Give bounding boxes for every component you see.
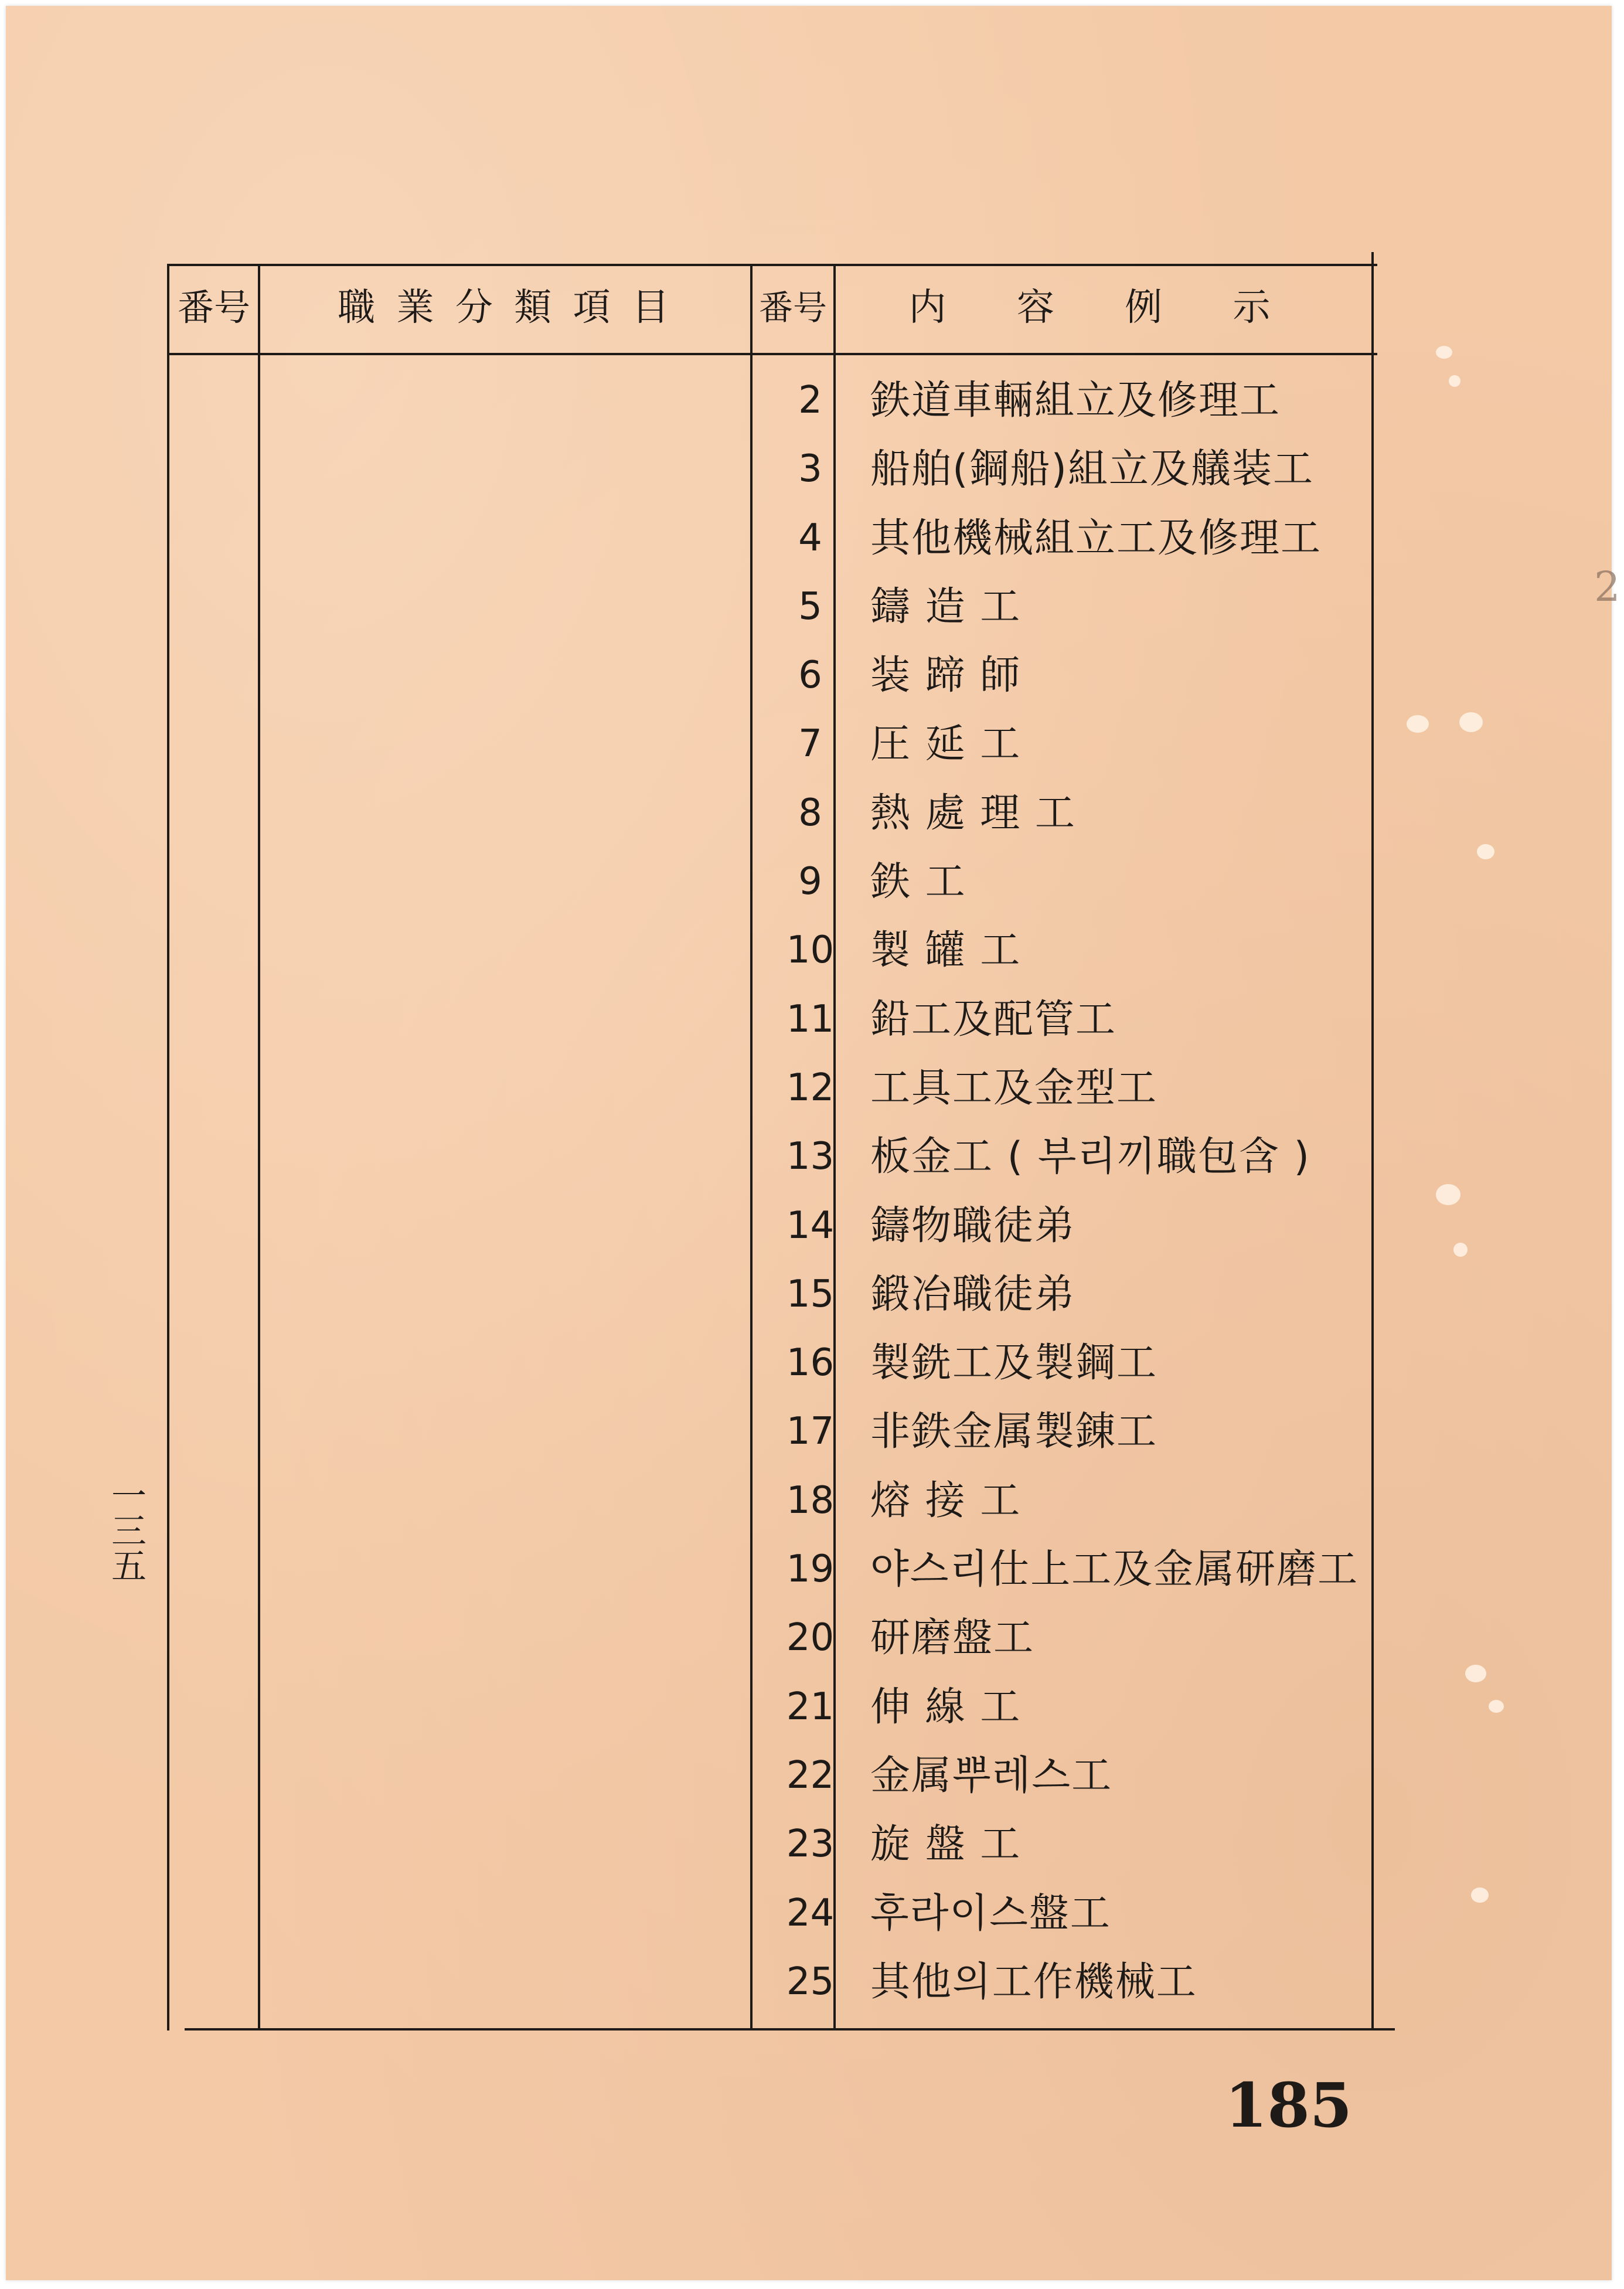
table-row [768,779,1383,848]
table-row [768,1673,1383,1742]
table-row [768,1742,1383,1810]
row-number: 12 [786,1066,835,1110]
table-row [768,435,1383,504]
row-number: 10 [786,928,835,972]
table-row [768,1467,1383,1535]
row-number: 23 [786,1822,835,1866]
row-number: 19 [786,1547,835,1591]
row-number: 20 [786,1616,835,1660]
row-occupation: 鑄 造 工 [870,583,1022,630]
table-row [768,710,1383,778]
row-number: 17 [786,1410,835,1454]
row-number: 4 [798,516,822,560]
column-divider-2 [750,264,753,2030]
paper-spot [1407,715,1429,733]
table-left-border [167,264,169,2030]
row-number: 25 [786,1960,835,2004]
row-occupation: 鉄 工 [870,859,966,906]
paper-spot [1453,1243,1468,1257]
table-row [768,1879,1383,1948]
table-row [768,1604,1383,1672]
row-number: 15 [786,1272,835,1316]
header-number-right: 番号 [758,288,827,328]
table-row [768,1054,1383,1123]
paper-spot [1459,712,1483,732]
table-row [768,504,1383,573]
paper-spot [1489,1700,1504,1713]
row-occupation: 旋 盤 工 [870,1821,1022,1868]
paper-spot [1436,346,1452,359]
header-divider [167,353,1377,355]
table-row [768,1329,1383,1397]
header-examples: 内 容 例 示 [908,286,1300,329]
row-occupation: 其他의工作機械工 [870,1958,1197,2005]
table-row [768,848,1383,916]
table-row [768,1810,1383,1879]
row-occupation: 金属뿌레스工 [870,1752,1113,1799]
row-number: 24 [786,1891,835,1935]
row-occupation: 鉄道車輛組立及修理工 [870,377,1281,424]
table-row [768,1535,1383,1604]
row-occupation: 熱 處 理 工 [870,790,1076,836]
row-occupation: 工具工及金型工 [870,1064,1158,1111]
row-occupation: 非鉄金属製錬工 [870,1409,1158,1455]
table-row [768,641,1383,710]
paper-spot [1449,375,1460,387]
table-row [768,916,1383,985]
row-occupation: 製 罐 工 [870,927,1022,974]
row-number: 3 [798,447,822,491]
table-row [768,1123,1383,1191]
row-number: 5 [798,584,822,628]
row-occupation: 鍛冶職徒弟 [870,1271,1076,1318]
row-number: 8 [798,791,822,835]
table-row [768,1397,1383,1466]
paper-spot [1436,1184,1460,1205]
table-bottom-border [185,2028,1395,2030]
row-occupation: 製銑工及製鋼工 [870,1340,1158,1387]
table-rows [768,366,1383,2016]
row-occupation: 熔 接 工 [870,1477,1022,1524]
table-row [768,1260,1383,1329]
row-number: 9 [798,860,822,904]
row-number: 6 [798,654,822,698]
page-number: 185 [1225,2069,1353,2141]
paper-spot [1477,844,1494,859]
row-number: 7 [798,722,822,766]
table-row [768,573,1383,641]
row-occupation: 其他機械組立工及修理工 [870,515,1322,562]
paper-spot [1471,1887,1489,1903]
table-row [768,366,1383,435]
row-occupation: 야스리仕上工及金属研磨工 [870,1546,1359,1593]
row-number: 22 [786,1753,835,1797]
row-occupation: 후라이스盤工 [870,1890,1111,1937]
row-occupation: 鉛工及配管工 [870,996,1117,1043]
row-number: 13 [786,1135,835,1179]
row-occupation: 船舶(鋼船)組立及艤装工 [870,446,1315,493]
row-number: 14 [786,1203,835,1247]
table-row [768,985,1383,1054]
row-number: 2 [798,379,822,422]
row-number: 18 [786,1478,835,1522]
row-number: 21 [786,1685,835,1729]
edge-mark: 2 [1594,563,1620,611]
header-classification: 職 業 分 類 項 目 [338,286,674,329]
column-divider-1 [258,264,260,2030]
table-row [768,1948,1383,2016]
row-occupation: 伸 線 工 [870,1683,1022,1730]
table-row [768,1192,1383,1260]
row-occupation: 圧 延 工 [870,721,1022,768]
row-number: 11 [786,997,835,1041]
row-occupation: 装 蹄 師 [870,652,1022,699]
row-occupation: 研磨盤工 [870,1615,1035,1662]
document-page [6,6,1620,2280]
paper-spot [1465,1665,1486,1682]
margin-page-number: 一三五 [105,1477,147,1583]
row-occupation: 板金工 ( 부리끼職包含 ) [870,1134,1310,1181]
row-occupation: 鑄物職徒弟 [870,1202,1076,1249]
row-number: 16 [786,1341,835,1385]
header-number-left: 番号 [177,286,250,329]
